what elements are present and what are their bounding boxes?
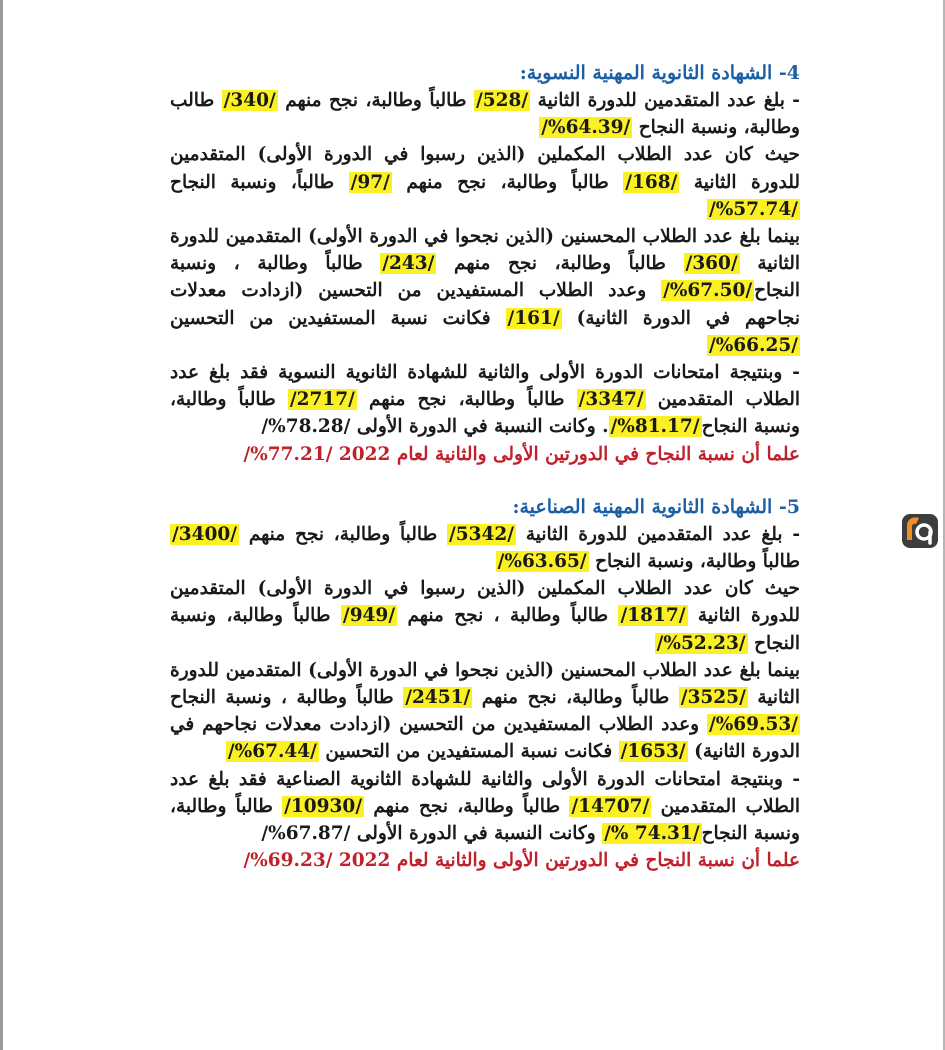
highlighted-value: /64.39%/: [541, 117, 631, 139]
highlighted-value: /67.44%/: [227, 741, 317, 763]
highlighted-value: /1817/: [620, 605, 686, 627]
highlighted-value: /528/: [475, 90, 529, 111]
paragraph-improvers: بينما بلغ عدد الطلاب المحسنين (الذين نجحوا في الدورة الأولى) المتقدمين للدورة الثانية /3525/ طالباً وطالبة، نجح منهم /2451/ طالباً وطالبة ، ونسبة النجاح /69.53%/ وعدد الطلاب المستفيدين من التحسين (ازدادت معدلات نجاحهم في الدورة الثانية) /1653/ فكانت نسبة المستفيدين من التحسين /67.44%/: [170, 659, 800, 763]
highlighted-value: /67.50%/: [663, 280, 753, 302]
highlighted-value: /81.17%/: [610, 416, 700, 438]
highlighted-value: /360/: [685, 253, 738, 275]
highlighted-value: /3400/: [172, 523, 238, 545]
document-body: [170, 60, 800, 874]
highlighted-value: /57.74%/: [708, 198, 798, 220]
highlighted-value: /243/: [382, 253, 435, 275]
paragraph-overall-result: - وبنتيجة امتحانات الدورة الأولى والثانية للشهادة الثانوية الصناعية فقد بلغ عدد الطلاب المتقدمين /14707/ طالباً وطالبة، نجح منهم /10930/ طالباً وطالبة، ونسبة النجاح/74.31 %/ وكانت النسبة في الدورة الأولى /67.87%/: [170, 766, 800, 848]
annual-note: علما أن نسبة النجاح في الدورتين الأولى والثانية لعام 2022 /77.21%/: [243, 443, 800, 465]
section-heading: 4- الشهادة الثانوية المهنية النسوية:: [519, 62, 800, 84]
highlighted-value: /949/: [342, 605, 396, 627]
paragraph-second-round: - بلغ عدد المتقدمين للدورة الثانية /528/ طالباً وطالبة، نجح منهم /340/ طالب وطالبة، ونسبة النجاح /64.39%/: [170, 87, 800, 141]
highlighted-value: /161/: [507, 307, 560, 329]
highlighted-value: /66.25%/: [708, 334, 798, 356]
highlighted-value: /74.31 %/: [604, 823, 700, 845]
highlighted-value: /1653/: [620, 741, 686, 763]
paragraph-supplementary: حيث كان عدد الطلاب المكملين (الذين رسبوا في الدورة الأولى) المتقدمين للدورة الثانية /1817/ طالباً وطالبة ، نجح منهم /949/ طالباً وطالبة، ونسبة النجاح /52.23%/: [170, 578, 800, 654]
highlighted-value: /2451/: [405, 687, 471, 709]
highlighted-value: /69.53%/: [708, 714, 798, 736]
section-heading: 5- الشهادة الثانوية المهنية الصناعية:: [512, 495, 800, 518]
highlighted-value: /97/: [350, 171, 390, 193]
paragraph-improvers: بينما بلغ عدد الطلاب المحسنين (الذين نجحوا في الدورة الأولى) المتقدمين للدورة الثانية /360/ طالباً وطالبة، نجح منهم /243/ طالباً وطالبة ، ونسبة النجاح/67.50%/ وعدد الطلاب المستفيدين من التحسين (ازدادت معدلات نجاحهم في الدورة الثانية) /161/ فكانت نسبة المستفيدين من التحسين /66.25%/: [170, 226, 800, 356]
highlighted-value: /340/: [223, 90, 276, 111]
highlighted-value: /2717/: [289, 389, 355, 411]
highlighted-value: /3525/: [680, 687, 746, 709]
highlighted-value: /168/: [625, 171, 678, 193]
annual-note: علما أن نسبة النجاح في الدورتين الأولى والثانية لعام 2022 /69.23%/: [243, 850, 800, 872]
highlighted-value: /52.23%/: [656, 632, 746, 654]
paragraph-overall-result: - وبنتيجة امتحانات الدورة الأولى والثانية للشهادة الثانوية النسوية فقد بلغ عدد الطلاب المتقدمين /3347/ طالباً وطالبة، نجح منهم /2717/ طالباً وطالبة، ونسبة النجاح/81.17%/. وكانت النسبة في الدورة الأولى /78.28%/: [170, 359, 800, 441]
highlighted-value: /5342/: [449, 523, 515, 545]
highlighted-value: /63.65%/: [497, 551, 587, 573]
highlighted-value: /10930/: [284, 795, 363, 817]
section-womens-vocational: [170, 60, 800, 468]
app-logo-icon: [899, 510, 941, 552]
paragraph-supplementary: حيث كان عدد الطلاب المكملين (الذين رسبوا في الدورة الأولى) المتقدمين للدورة الثانية /168/ طالباً وطالبة، نجح منهم /97/ طالباً، ونسبة النجاح /57.74%/: [170, 144, 800, 220]
paragraph-second-round: - بلغ عدد المتقدمين للدورة الثانية /5342/ طالباً وطالبة، نجح منهم /3400/ طالباً وطالبة، ونسبة النجاح /63.65%/: [170, 521, 800, 575]
page-edge-left: [0, 0, 3, 1050]
highlighted-value: /3347/: [578, 389, 644, 411]
highlighted-value: /14707/: [571, 795, 650, 817]
section-industrial-vocational: [170, 494, 800, 875]
